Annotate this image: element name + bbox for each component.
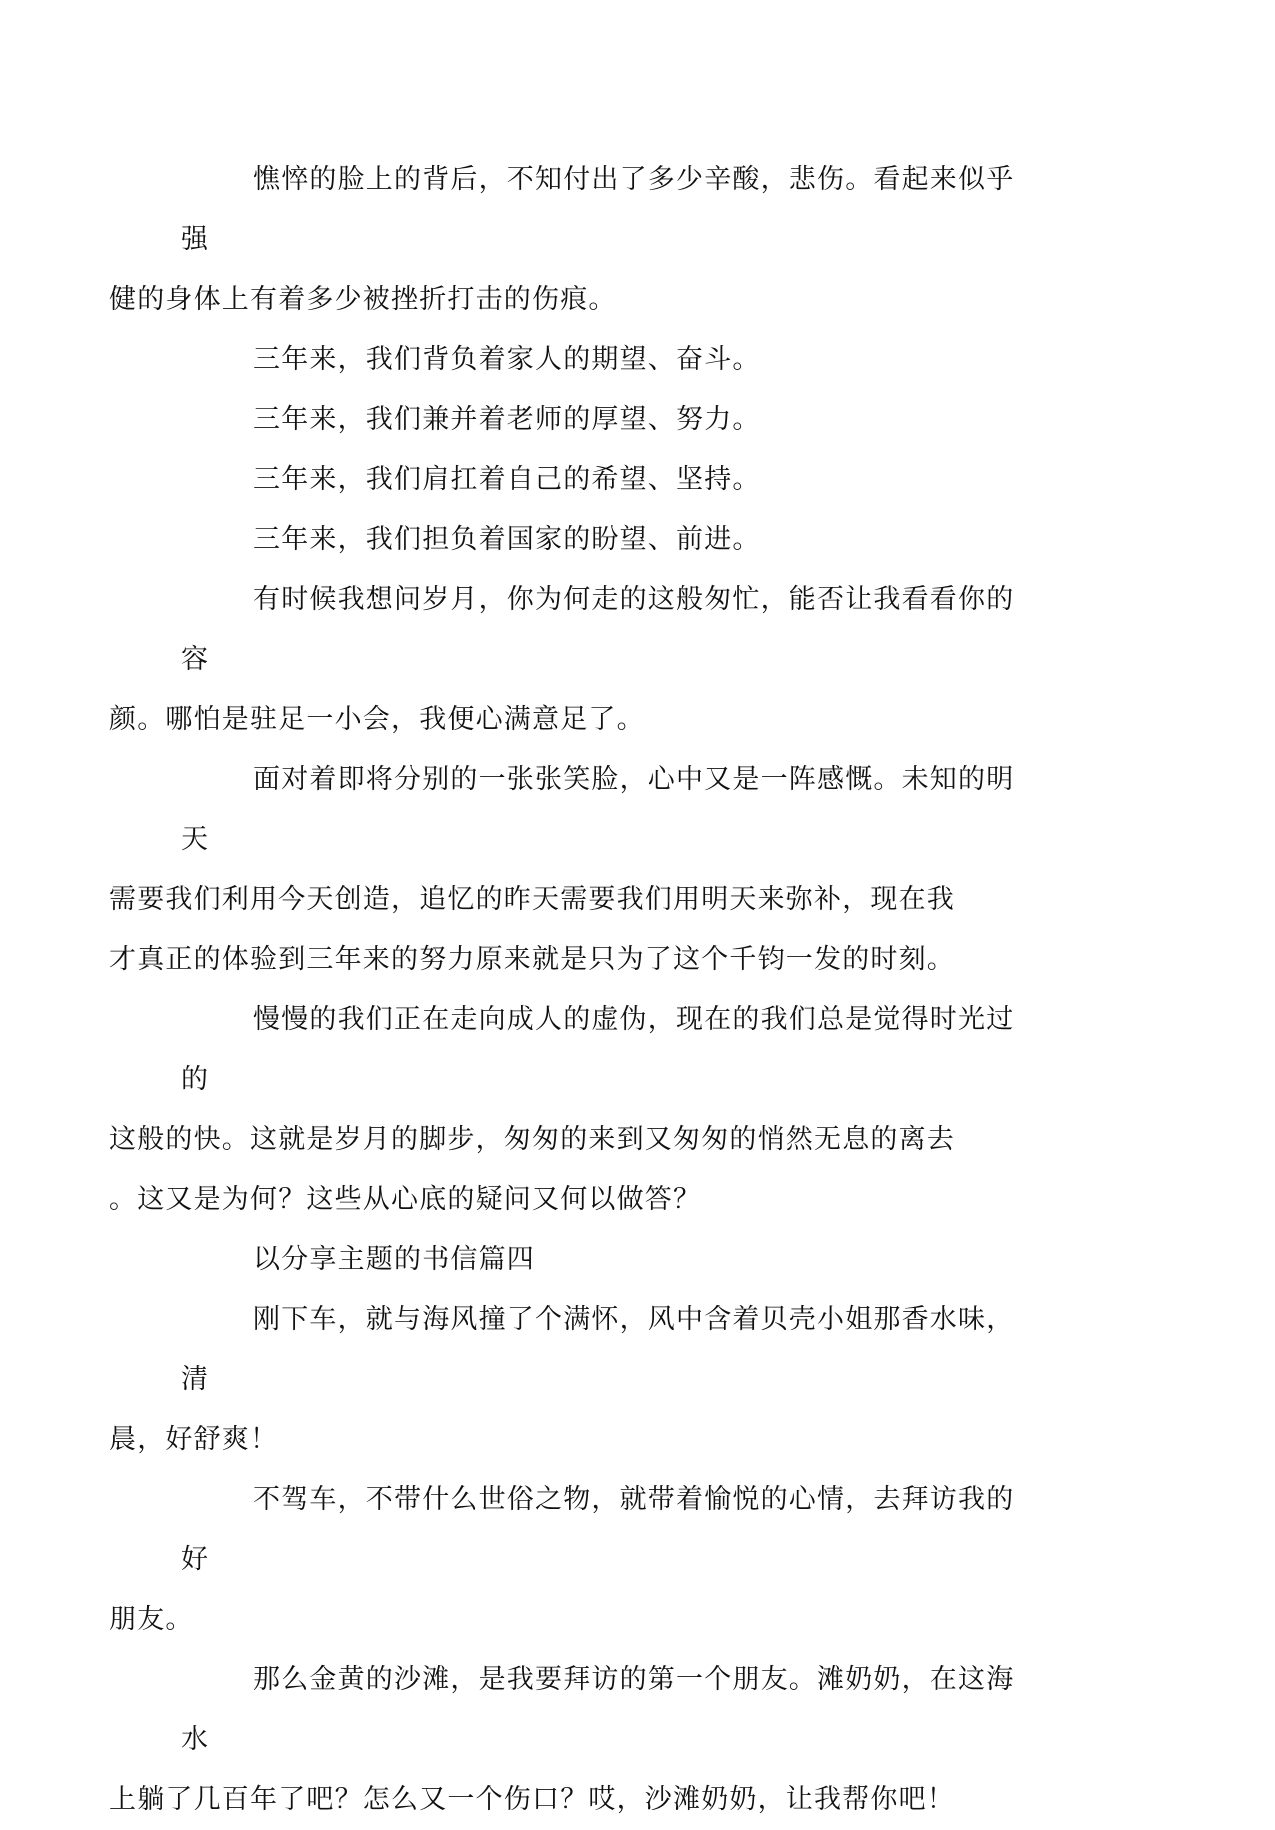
paragraph-3: 三年来，我们兼并着老师的厚望、努力。 — [253, 404, 761, 435]
document-body — [109, 150, 1041, 1830]
paragraph-12: 那么金黄的沙滩，是我要拜访的第一个朋友。滩奶奶，在这海水 上躺了几百年了吧？怎么又一个伤口？哎，沙滩奶奶，让我帮你吧！ — [109, 1664, 1015, 1815]
paragraph-8: 慢慢的我们正在走向成人的虚伪，现在的我们总是觉得时光过的 这般的快。这就是岁月的脚步，匆匆的来到又匆匆的悄然无息的离去 。这又是为何？这些从心底的疑问又何以做答？ — [109, 1004, 1015, 1215]
paragraph-7: 面对着即将分别的一张张笑脸，心中又是一阵感慨。未知的明天 需要我们利用今天创造，追忆的昨天需要我们用明天来弥补，现在我 才真正的体验到三年来的努力原来就是只为了这个千钧一发的时刻。 — [109, 764, 1015, 975]
paragraph-11: 不驾车，不带什么世俗之物，就带着愉悦的心情，去拜访我的好 朋友。 — [109, 1484, 1015, 1635]
paragraph-1-line-1: 憔悴的脸上的背后，不知付出了多少辛酸，悲伤。看起来似乎强 — [181, 164, 1015, 255]
paragraph-1-line-2: 健的身体上有着多少被挫折打击的伤痕。 — [109, 284, 617, 315]
paragraph-6: 有时候我想问岁月，你为何走的这般匆忙，能否让我看看你的容 颜。哪怕是驻足一小会，我便心满意足了。 — [109, 584, 1015, 735]
paragraph-10: 刚下车，就与海风撞了个满怀，风中含着贝壳小姐那香水味，清 晨，好舒爽！ — [109, 1304, 1015, 1455]
section-heading: 以分享主题的书信篇四 — [253, 1244, 535, 1275]
paragraph-4: 三年来，我们肩扛着自己的希望、坚持。 — [253, 464, 761, 495]
paragraph-5: 三年来，我们担负着国家的盼望、前进。 — [253, 524, 761, 555]
paragraph-2: 三年来，我们背负着家人的期望、奋斗。 — [253, 344, 761, 375]
paragraph-1 — [109, 150, 1041, 330]
